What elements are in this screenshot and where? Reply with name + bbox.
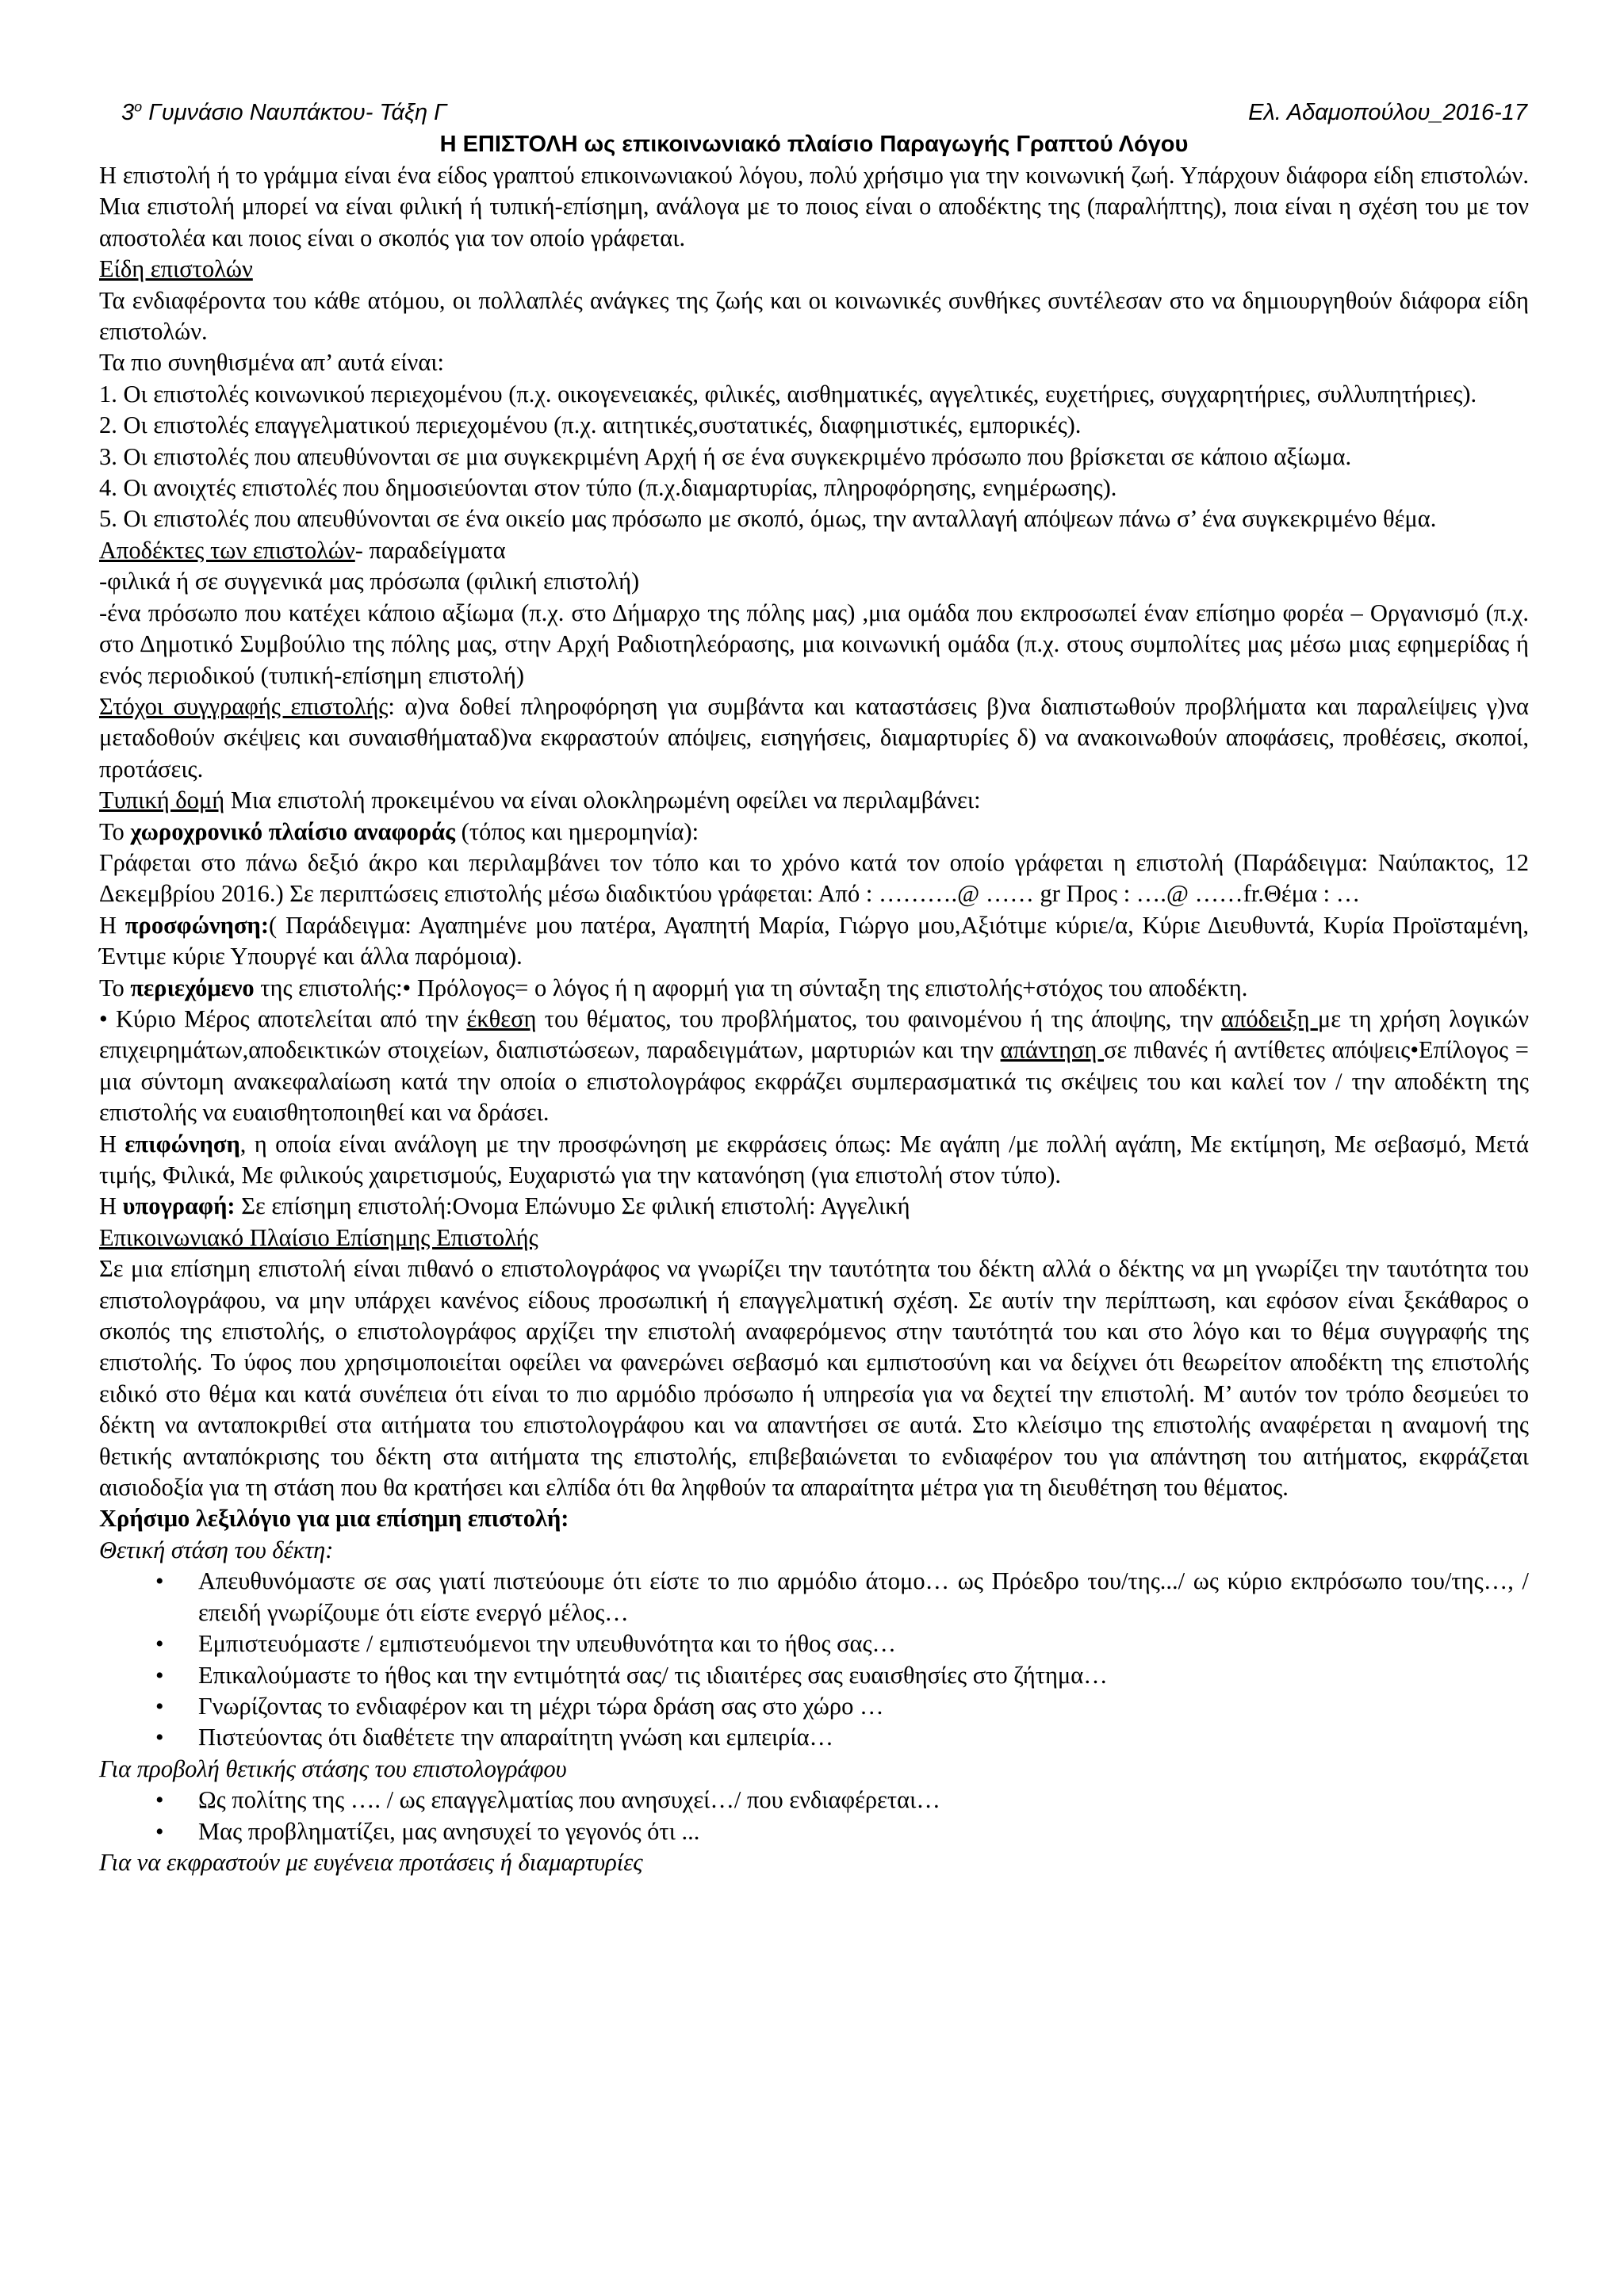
writer-list	[99, 1785, 1529, 1847]
bullet-icon: •	[155, 1724, 164, 1751]
types-item: 2. Οι επιστολές επαγγελματικού περιεχομένου (π.χ. αιτητικές,συστατικές, διαφημιστικές, εμπορικές).	[99, 411, 1082, 439]
recipients-line: -ένα πρόσωπο που κατέχει κάποιο αξίωμα (π.χ. στο Δήμαρχο της πόλης μας) ,μια ομάδα που εκπροσωπεί έναν επίσημο φορέα – Οργανισμό (π.χ. στο Δημοτικό Συμβούλιο της πόλης μας, στην Αρχή Ραδιοτηλεόρασης, μια κοινωνική ομάδα (π.χ. στους συμπολίτες μας μέσω μιας εφημερίδας ή ενός περιοδικού (τυπική-επίσημη επιστολή)	[99, 599, 1529, 689]
types-heading: Είδη επιστολών	[99, 255, 253, 283]
salutation-paragraph: Η προσφώνηση:( Παράδειγμα: Αγαπημένε μου πατέρα, Αγαπητή Μαρία, Γιώργο μου,Αξιότιμε κύριε/α, Κύριε Διευθυντά, Κυρία Προϊσταμένη, Έντιμε κύριε Υπουργέ και άλλα παρόμοια).	[99, 911, 1529, 970]
types-common-label: Τα πιο συνηθισμένα απ’ αυτά είναι:	[99, 349, 445, 377]
recipients-line: -φιλικά ή σε συγγενικά μας πρόσωπα (φιλική επιστολή)	[99, 568, 640, 595]
types-item: 5. Οι επιστολές που απευθύνονται σε ένα οικείο μας πρόσωπο με σκοπό, όμως, την ανταλλαγή απόψεων πάνω σ’ ένα συγκεκριμένο θέμα.	[99, 505, 1437, 533]
page-header	[99, 97, 1529, 128]
list-item: • Εμπιστευόμαστε / εμπιστευόμενοι την υπευθυνότητα και το ήθος σας…	[99, 1628, 1529, 1659]
writer-heading: Για προβολή θετικής στάσης του επιστολογράφου	[99, 1755, 567, 1782]
vocab-heading: Χρήσιμο λεξιλόγιο για μια επίσημη επιστολή:	[99, 1505, 569, 1533]
signature-paragraph: Η υπογραφή: Σε επίσημη επιστολή:Ονομα Επώνυμο Σε φιλική επιστολή: Αγγελική	[99, 1192, 910, 1220]
formal-heading: Επικοινωνιακό Πλαίσιο Επίσημης Επιστολής	[99, 1223, 538, 1251]
document-title: Η ΕΠΙΣΤΟΛΗ ως επικοινωνιακό πλαίσιο Παραγωγής Γραπτού Λόγου	[439, 132, 1189, 157]
bullet-icon: •	[155, 1662, 164, 1689]
positive-list	[99, 1566, 1529, 1753]
closing-paragraph: Η επιφώνηση, η οποία είναι ανάλογη με την προσφώνηση με εκφράσεις όπως: Με αγάπη /με πολλή αγάπη, Με εκτίμηση, Με σεβασμό, Μετά τιμής, Φιλικά, Με φιλικούς χαιρετισμούς, Ευχαριστώ για την κατανόηση (για επιστολή στον τύπο).	[99, 1130, 1529, 1188]
list-item: • Πιστεύοντας ότι διαθέτετε την απαραίτητη γνώση και εμπειρία…	[99, 1722, 1529, 1753]
list-item: • Ως πολίτης της …. / ως επαγγελματίας που ανησυχεί…/ που ενδιαφέρεται…	[99, 1785, 1529, 1816]
recipients-heading: Αποδέκτες των επιστολών- παραδείγματα	[99, 536, 506, 564]
list-item: • Επικαλούμαστε το ήθος και την εντιμότητά σας/ τις ιδιαιτέρες σας ευαισθησίες στο ζήτημα…	[99, 1660, 1529, 1691]
bullet-icon: •	[155, 1693, 164, 1720]
polite-heading: Για να εκφραστούν με ευγένεια προτάσεις ή διαμαρτυρίες	[99, 1848, 643, 1876]
bullet-icon: •	[155, 1631, 164, 1658]
header-school: $3^o$ Γυμνάσιο Ναυπάκτου- Τάξη Γ	[121, 98, 447, 125]
bullet-icon: •	[155, 1568, 164, 1595]
formal-paragraph: Σε μια επίσημη επιστολή είναι πιθανό ο επιστολογράφος να γνωρίζει την ταυτότητα του δέκτη αλλά ο δέκτης να μη γνωρίζει την ταυτότητα του επιστολογράφου, να μην υπάρχει κανένος είδους προσωπική ή επαγγελματική σχέση. Σε αυτίν την περίπτωση, και εφόσον είναι ξεκάθαρος ο σκοπός της επιστολής, ο επιστολογράφος αρχίζει την επιστολή αναφερόμενος στην ταυτότητά του και στο λόγο και το θέμα συγγραφής της επιστολής. Το ύφος που χρησιμοποιείται οφείλει να φανερώνει σεβασμό και εμπιστοσύνη και να δείχνει ότι θεωρείτον αποδέκτη της επιστολής ειδικό στο θέμα και κατά συνέπεια ότι είναι το πιο αρμόδιο πρόσωπο ή υπηρεσία για να δεχτεί την επιστολή. Μ’ αυτόν τον τρόπο δεσμεύει το δέκτη να ανταποκριθεί στα αιτήματα του επιστολογράφου και να απαντήσει σε αυτά. Στο κλείσιμο της επιστολής αναφέρεται η αναμονή της θετικής ανταπόκρισης του δέκτη στα αιτήματα της επιστολής, επιβεβαιώνεται το ενδιαφέρον του για απάντηση του αιτήματος, εκφράζεται αισιοδοξία για τη στάση που θα κρατήσει και ελπίδα ότι θα ληφθούν τα απαραίτητα μέτρα για τη διευθέτηση του θέματος.	[99, 1255, 1529, 1502]
goals-paragraph: Στόχοι συγγραφής επιστολής: α)να δοθεί πληροφόρηση για συμβάντα και καταστάσεις β)να διαπιστωθούν προβλήματα και παραλείψεις γ)να μεταδοθούν σκέψεις και συναισθήματαδ)να εκφραστούν απόψεις, εισηγήσεις, διαμαρτυρίες δ) να ανακοινωθούν αποφάσεις, προθέσεις, σκοποί, προτάσεις.	[99, 692, 1529, 783]
frame-description: Γράφεται στο πάνω δεξιό άκρο και περιλαμβάνει τον τόπο και το χρόνο κατά τον οποίο γράφεται η επιστολή (Παράδειγμα: Ναύπακτος, 12 Δεκεμβρίου 2016.) Σε περιπτώσεις επιστολής μέσω διαδικτύου γράφεται: Από : ……….@ …… gr Προς : ….@ ……fr.Θέμα : …	[99, 848, 1529, 908]
types-item: 3. Οι επιστολές που απευθύνονται σε μια συγκεκριμένη Αρχή ή σε ένα συγκεκριμένο πρόσωπο που βρίσκεται σε κάποιο αξίωμα.	[99, 442, 1352, 470]
main-body-paragraph: • Κύριο Μέρος αποτελείται από την έκθεση του θέματος, του προβλήματος, του φαινομένου ή της άποψης, την απόδειξη με τη χρήση λογικών επιχειρημάτων,αποδεικτικών στοιχείων, διαπιστώσεων, παραδειγμάτων, μαρτυριών και την απάντηση σε πιθανές ή αντίθετες απόψεις•Επίλογος = μια σύντομη ανακεφαλαίωση κατά την οποία ο επιστολογράφος εκφράζει συμπερασματικά τις σκέψεις του και καλεί τον / την αποδέκτη της επιστολής να ευαισθητοποιηθεί και να δράσει.	[99, 1004, 1530, 1127]
list-item: • Μας προβληματίζει, μας ανησυχεί το γεγονός ότι ...	[99, 1816, 1529, 1847]
content-paragraph: Το περιεχόμενο της επιστολής:• Πρόλογος= ο λόγος ή η αφορμή για τη σύνταξη της επιστολής+στόχος του αποδέκτη.	[99, 974, 1248, 1001]
types-paragraph: Τα ενδιαφέροντα του κάθε ατόμου, οι πολλαπλές ανάγκες της ζωής και οι κοινωνικές συνθήκες συντέλεσαν στο να δημιουργηθούν διάφορα είδη επιστολών.	[99, 286, 1529, 346]
frame-line: Το χωροχρονικό πλαίσιο αναφοράς (τόπος και ημερομηνία):	[99, 817, 699, 845]
list-item: • Γνωρίζοντας το ενδιαφέρον και τη μέχρι τώρα δράση σας στο χώρο …	[99, 1691, 1529, 1722]
intro-paragraph: Η επιστολή ή το γράμμα είναι ένα είδος γραπτού επικοινωνιακού λόγου, πολύ χρήσιμο για την κοινωνική ζωή. Υπάρχουν διάφορα είδη επιστολών. Μια επιστολή μπορεί να είναι φιλική ή τυπική-επίσημη, ανάλογα με το ποιος είναι ο αποδέκτης της (παραλήπτης), ποια είναι η σχέση του με τον αποστολέα και ποιος είναι ο σκοπός για τον οποίο γράφεται.	[99, 162, 1529, 251]
structure-paragraph: Τυπική δομή Μια επιστολή προκειμένου να είναι ολοκληρωμένη οφείλει να περιλαμβάνει:	[99, 786, 981, 814]
bullet-icon: •	[155, 1787, 164, 1814]
types-item: 4. Οι ανοιχτές επιστολές που δημοσιεύονται στον τύπο (π.χ.διαμαρτυρίας, πληροφόρησης, ενημέρωσης).	[99, 474, 1117, 502]
header-author: Ελ. Αδαμοπούλου_2016-17	[1248, 100, 1527, 125]
types-item: 1. Οι επιστολές κοινωνικού περιεχομένου (π.χ. οικογενειακές, φιλικές, αισθηματικές, αγγελτικές, ευχετήριες, συγχαρητήριες, συλλυπητήριες).	[99, 380, 1477, 408]
list-item: • Απευθυνόμαστε σε σας γιατί πιστεύουμε ότι είστε το πιο αρμόδιο άτομο… ως Πρόεδρο του/της.../ ως κύριο εκπρόσωπο του/της…, / επειδή γνωρίζουμε ότι είστε ενεργό μέλος…	[155, 1567, 1529, 1626]
bullet-icon: •	[155, 1818, 164, 1845]
positive-heading: Θετική στάση του δέκτη:	[99, 1536, 334, 1563]
